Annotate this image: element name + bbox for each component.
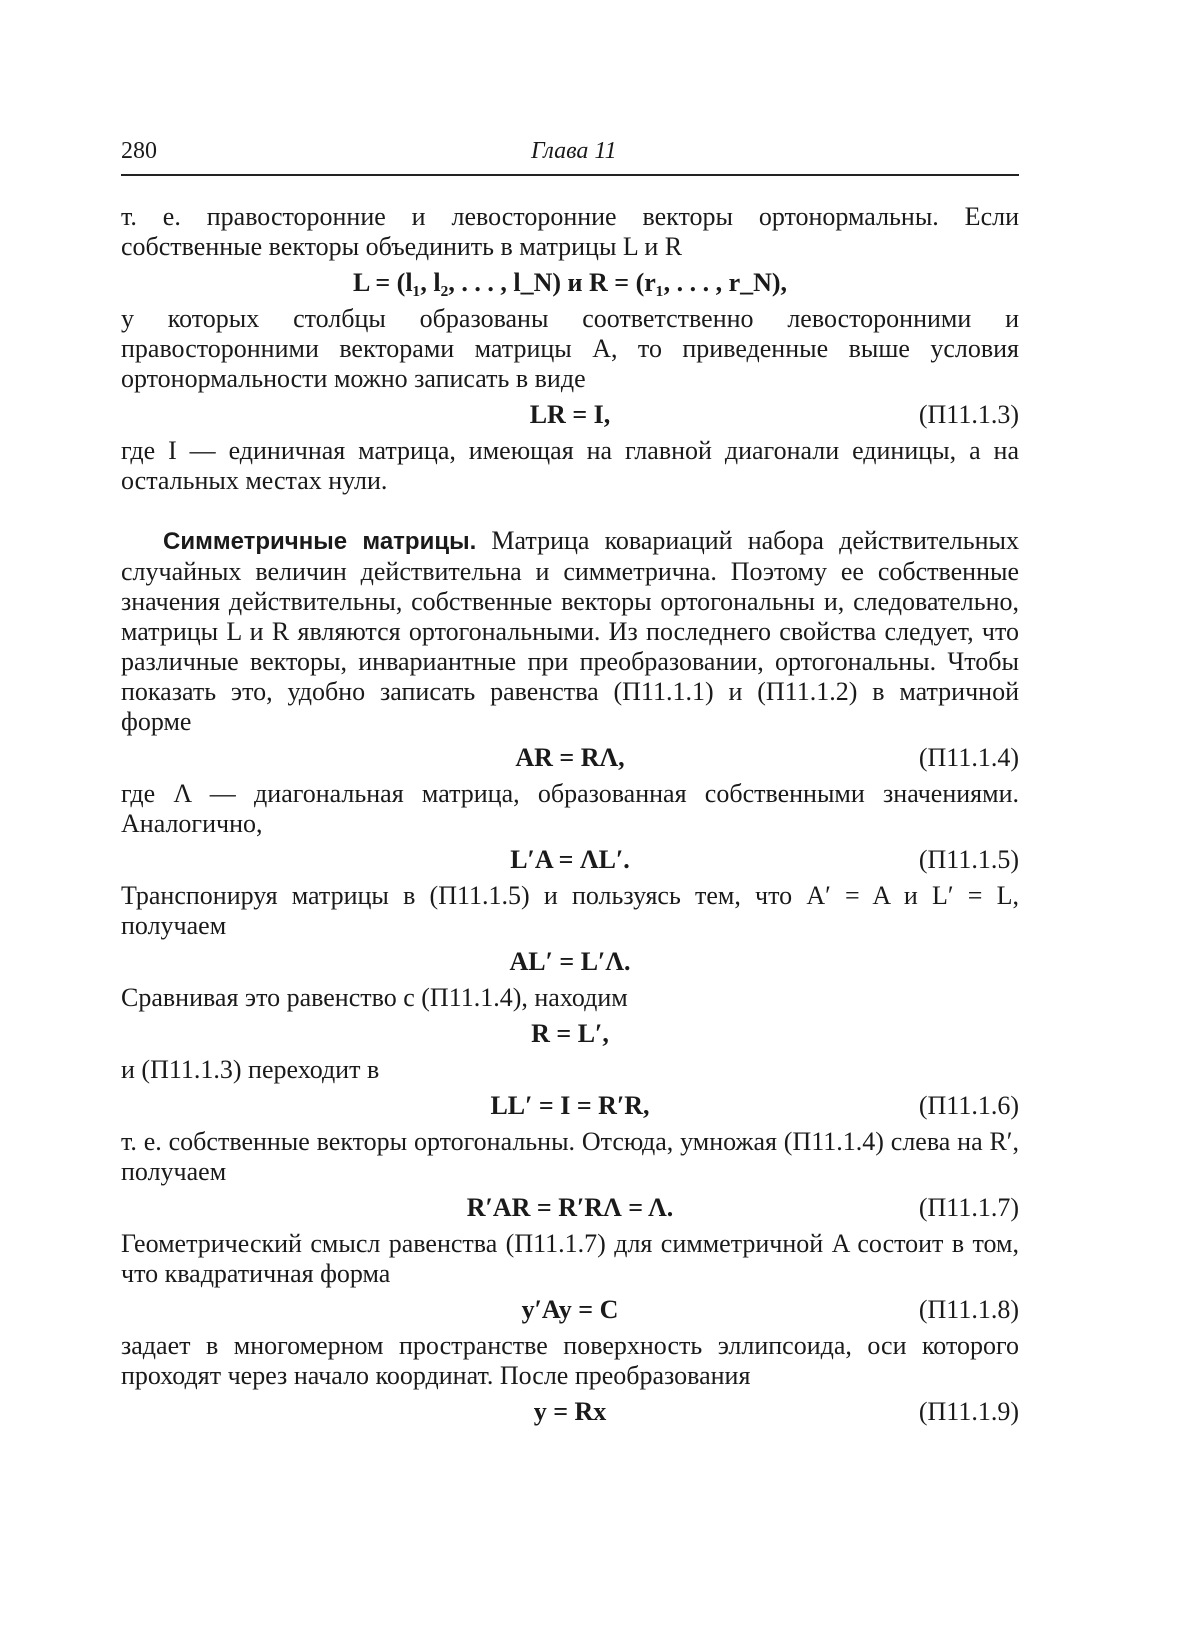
equation-number: (П11.1.7) [918, 1193, 1019, 1222]
equation-formula: AL′ = L′Λ. [509, 947, 631, 976]
equation-formula: AR = RΛ, [515, 743, 625, 772]
running-head: Глава 11 [531, 138, 617, 164]
paragraph: где Λ — диагональная матрица, образованная собственными значениями. Аналогично, [121, 779, 1019, 838]
page-header [121, 138, 1019, 176]
paragraph [121, 526, 1019, 737]
equation-formula: L′A = ΛL′. [510, 845, 630, 874]
page-number: 280 [121, 138, 157, 164]
equation [121, 1013, 1019, 1055]
equation-number: (П11.1.8) [918, 1295, 1019, 1324]
paragraph: и (П11.1.3) переходит в [121, 1055, 380, 1084]
paragraph: Транспонируя матрицы в (П11.1.5) и пользуясь тем, что A′ = A и L′ = L, получаем [121, 881, 1019, 940]
equation-formula: R = L′, [531, 1019, 609, 1048]
equation-formula: y′Ay = C [521, 1295, 619, 1324]
equation-number: (П11.1.6) [918, 1091, 1019, 1120]
equation [121, 1391, 1019, 1433]
equation [121, 394, 1019, 436]
section-run-in-heading: Симметричные матрицы. [163, 528, 477, 555]
equation-number: (П11.1.3) [918, 400, 1019, 429]
equation-formula: LR = I, [529, 400, 611, 429]
equation [121, 737, 1019, 779]
body-text [121, 202, 1019, 1433]
equation [121, 1085, 1019, 1127]
equation [121, 941, 1019, 983]
paragraph: задает в многомерном пространстве поверхность эллипсоида, оси которого проходят через начало координат. После преобразования [121, 1331, 1019, 1390]
paragraph: т. е. собственные векторы ортогональны. Отсюда, умножая (П11.1.4) слева на R′, получаем [121, 1127, 1019, 1186]
paragraph: Геометрический смысл равенства (П11.1.7) для симметричной A состоит в том, что квадратичная форма [121, 1229, 1019, 1288]
equation [121, 1289, 1019, 1331]
equation-formula: LL′ = I = R′R, [490, 1091, 650, 1120]
equation-number: (П11.1.5) [918, 845, 1019, 874]
paragraph: Сравнивая это равенство с (П11.1.4), находим [121, 983, 628, 1012]
equation [121, 262, 1019, 304]
paragraph: т. е. правосторонние и левосторонние векторы ортонормальны. Если собственные векторы объединить в матрицы L и R [121, 202, 1019, 261]
equation-formula: L = (l₁, l₂, . . . , l_N) и R = (r₁, . . . , r_N), [352, 268, 788, 297]
equation [121, 839, 1019, 881]
paragraph-text: Матрица ковариаций набора действительных случайных величин действительна и симметрична. Поэтому ее собственные значения действительны, собственные векторы ортогональны и, следовательно, матрицы L и R являются ортогональными. Из последнего свойства следует, что различные векторы, инвариантные при преобразовании, ортогональны. Чтобы показать это, удобно записать равенства (П11.1.1) и (П11.1.2) в матричной форме [121, 526, 1019, 736]
equation-number: (П11.1.9) [918, 1397, 1019, 1426]
equation-formula: y = Rx [533, 1397, 607, 1426]
equation [121, 1187, 1019, 1229]
paragraph: у которых столбцы образованы соответственно левосторонними и правосторонними векторами матрицы A, то приведенные выше условия ортонормальности можно записать в виде [121, 304, 1019, 393]
equation-number: (П11.1.4) [918, 743, 1019, 772]
paragraph: где I — единичная матрица, имеющая на главной диагонали единицы, а на остальных местах нули. [121, 436, 1019, 495]
equation-formula: R′AR = R′RΛ = Λ. [466, 1193, 674, 1222]
